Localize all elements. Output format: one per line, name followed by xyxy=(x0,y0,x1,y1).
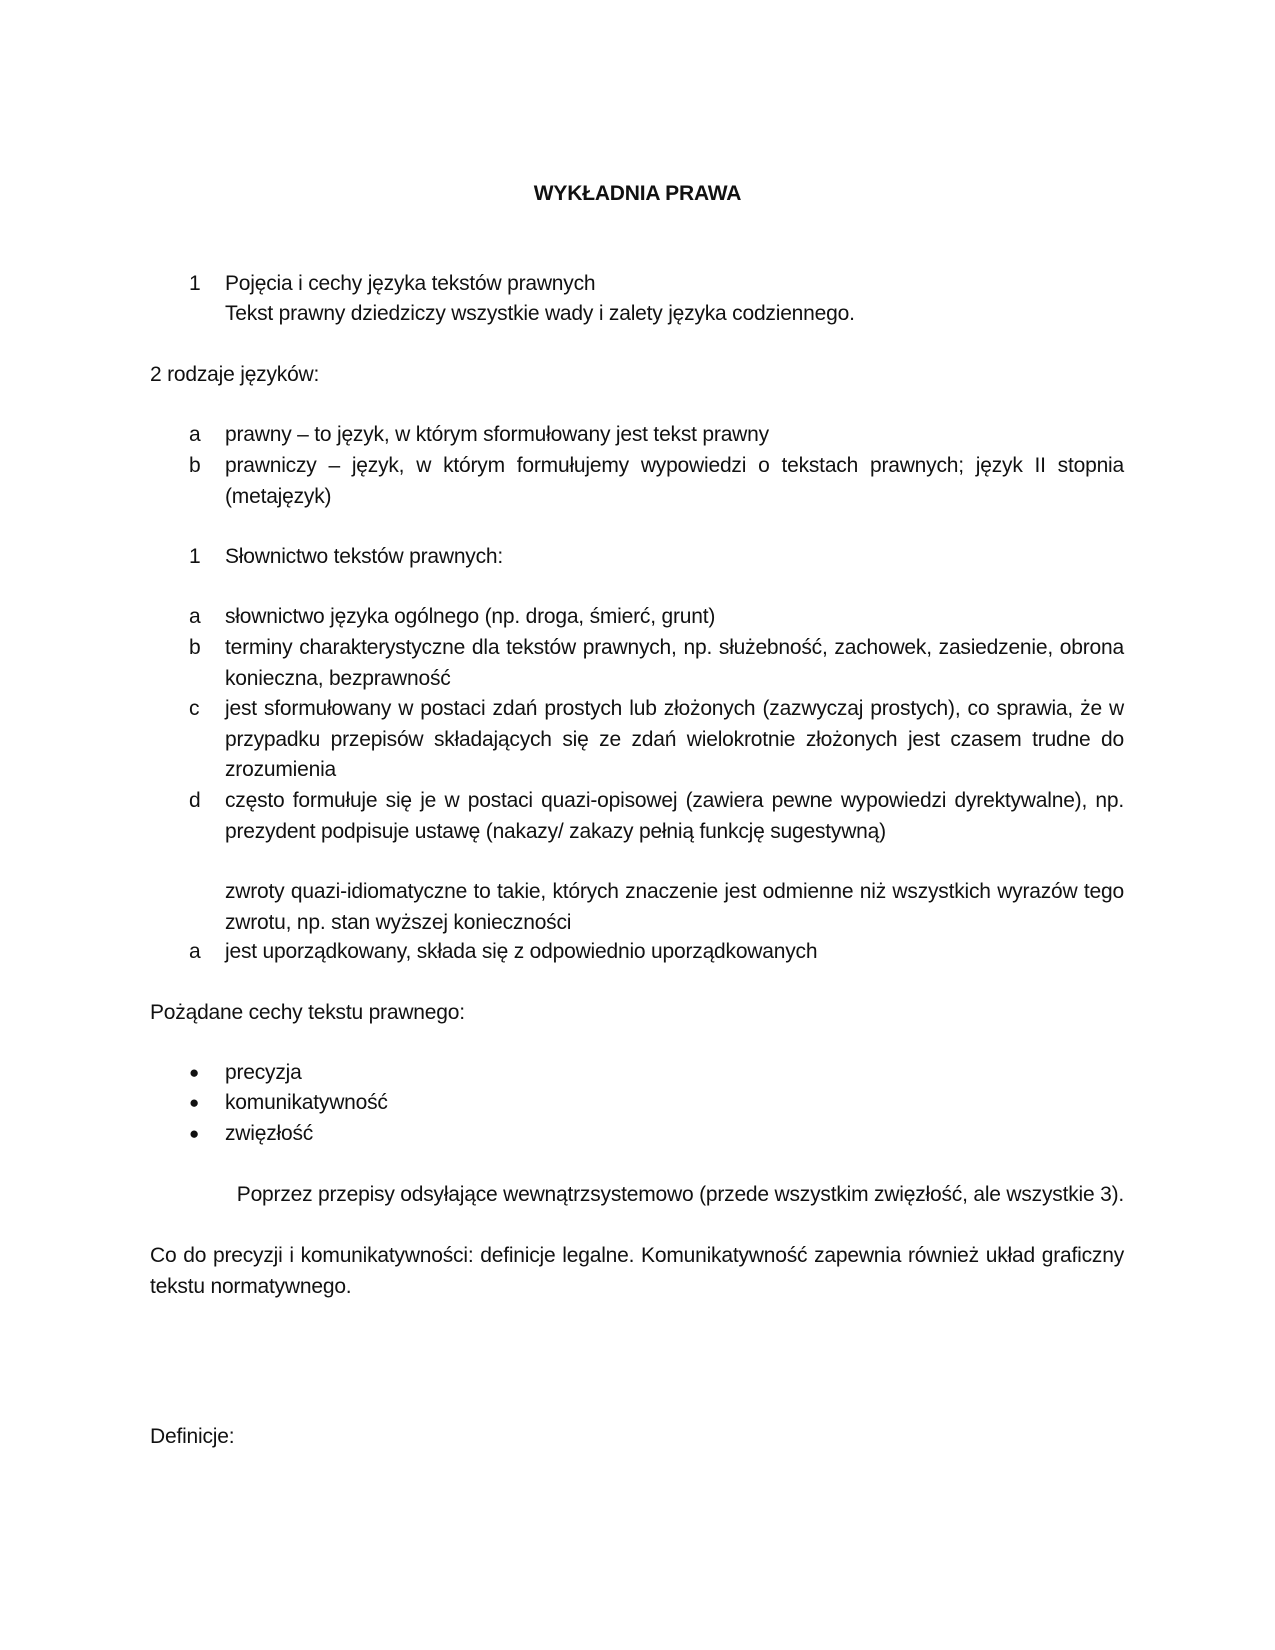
section-heading: Pojęcia i cechy języka tekstów prawnych xyxy=(225,272,596,295)
list-item-continuation: zwroty quazi-idiomatyczne to takie, których znaczenie jest odmienne niż wszystkich wyrazów tego zwrotu, np. stan wyższej konieczności xyxy=(225,880,1124,934)
bullet-icon: ● xyxy=(189,1063,200,1082)
features-intro: Pożądane cechy tekstu prawnego: xyxy=(150,1001,465,1024)
paragraph: Tekst prawny dziedziczy wszystkie wady i zalety języka codziennego. xyxy=(225,302,855,325)
page-title: WYKŁADNIA PRAWA xyxy=(533,182,742,205)
list-item: terminy charakterystyczne dla tekstów prawnych, np. służebność, zachowek, zasiedzenie, obrona konieczna, bezprawność xyxy=(225,636,1124,690)
bullet-icon: ● xyxy=(189,1093,200,1112)
list-item: zwięzłość xyxy=(225,1122,314,1145)
list-item: prawny – to język, w którym sformułowany jest tekst prawny xyxy=(225,423,769,446)
bullet-icon: ● xyxy=(189,1124,200,1143)
list-item: jest sformułowany w postaci zdań prostych lub złożonych (zazwyczaj prostych), co sprawia, że w przypadku przepisów składających się ze zdań wielokrotnie złożonych jest czasem trudne do zrozumienia xyxy=(225,697,1124,781)
list-marker: b xyxy=(189,454,201,477)
list-item: komunikatywność xyxy=(225,1091,388,1114)
list-marker: a xyxy=(189,940,201,963)
paragraph: Co do precyzji i komunikatywności: definicje legalne. Komunikatywność zapewnia również układ graficzny tekstu normatywnego. xyxy=(150,1244,1124,1298)
list-marker: 1 xyxy=(189,272,201,295)
list-marker: b xyxy=(189,636,201,659)
list-item: często formułuje się je w postaci quazi-opisowej (zawiera pewne wypowiedzi dyrektywalne), np. prezydent podpisuje ustawę (nakazy/ zakazy pełnią funkcję sugestywną) xyxy=(225,789,1124,843)
list-item: jest uporządkowany, składa się z odpowiednio uporządkowanych xyxy=(225,940,818,963)
list-marker: c xyxy=(189,697,200,720)
list-item: precyzja xyxy=(225,1061,302,1084)
languages-intro: 2 rodzaje języków: xyxy=(150,363,320,386)
definitions-heading: Definicje: xyxy=(150,1425,235,1448)
section-heading: Słownictwo tekstów prawnych: xyxy=(225,545,504,568)
list-item: prawniczy – język, w którym formułujemy wypowiedzi o tekstach prawnych; język II stopnia (metajęzyk) xyxy=(225,454,1124,508)
paragraph: Poprzez przepisy odsyłające wewnątrzsystemowo (przede wszystkim zwięzłość, ale wszystkie 3). xyxy=(236,1183,1124,1206)
list-marker: 1 xyxy=(189,545,201,568)
list-marker: d xyxy=(189,789,201,812)
list-marker: a xyxy=(189,605,201,628)
list-marker: a xyxy=(189,423,201,446)
list-item: słownictwo języka ogólnego (np. droga, śmierć, grunt) xyxy=(225,605,716,628)
